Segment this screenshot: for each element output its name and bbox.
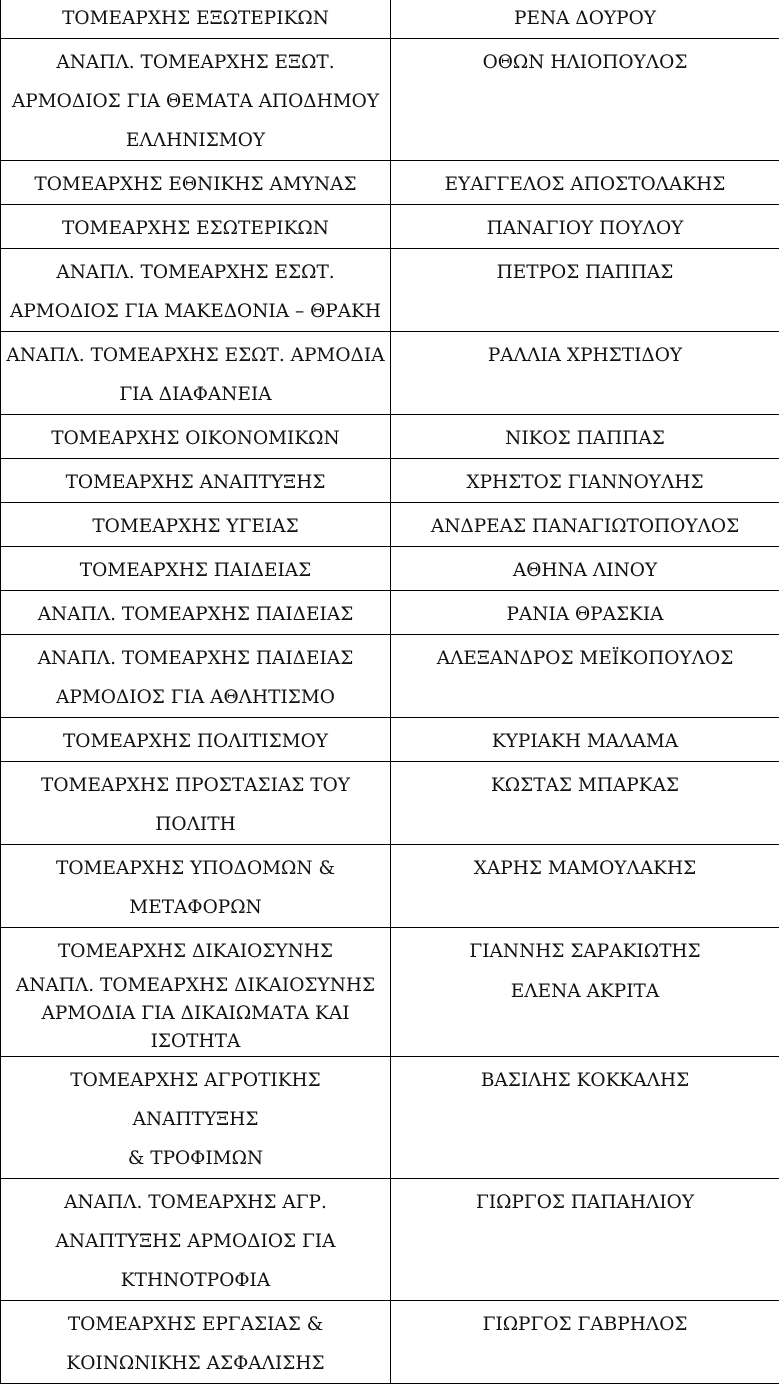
role-primary: ΤΟΜΕΑΡΧΗΣ ΔΙΚΑΙΟΣΥΝΗΣ <box>5 932 386 972</box>
table-row <box>1 762 779 845</box>
table-row <box>1 928 779 1057</box>
role-cell: ΤΟΜΕΑΡΧΗΣ ΠΟΛΙΤΙΣΜΟΥ <box>1 718 391 762</box>
table-row <box>1 718 779 762</box>
role-cell: ΤΟΜΕΑΡΧΗΣ ΟΙΚΟΝΟΜΙΚΩΝ <box>1 415 391 459</box>
role-cell: ΤΟΜΕΑΡΧΗΣ ΑΝΑΠΤΥΞΗΣ <box>1 459 391 503</box>
name-cell: ΡΑΛΛΙΑ ΧΡΗΣΤΙΔΟΥ <box>391 332 779 415</box>
name-cell: ΑΘΗΝΑ ΛΙΝΟΥ <box>391 547 779 591</box>
table-row <box>1 332 779 415</box>
name-cell: ΕΥΑΓΓΕΛΟΣ ΑΠΟΣΤΟΛΑΚΗΣ <box>391 161 779 205</box>
name-cell: ΑΝΔΡΕΑΣ ΠΑΝΑΓΙΩΤΟΠΟΥΛΟΣ <box>391 503 779 547</box>
name-cell: ΑΛΕΞΑΝΔΡΟΣ ΜΕΪΚΟΠΟΥΛΟΣ <box>391 635 779 718</box>
role-cell: ΤΟΜΕΑΡΧΗΣ ΥΓΕΙΑΣ <box>1 503 391 547</box>
role-cell: ΤΟΜΕΑΡΧΗΣ ΕΞΩΤΕΡΙΚΩΝ <box>1 0 391 39</box>
name-cell: ΒΑΣΙΛΗΣ ΚΟΚΚΑΛΗΣ <box>391 1057 779 1179</box>
table-row <box>1 1179 779 1301</box>
table-row <box>1 415 779 459</box>
name-cell: ΧΑΡΗΣ ΜΑΜΟΥΛΑΚΗΣ <box>391 845 779 928</box>
role-cell <box>1 928 391 1057</box>
role-cell: ΑΝΑΠΛ. ΤΟΜΕΑΡΧΗΣ ΕΞΩΤ. ΑΡΜΟΔΙΟΣ ΓΙΑ ΘΕΜΑΤΑ ΑΠΟΔΗΜΟΥ ΕΛΛΗΝΙΣΜΟΥ <box>1 39 391 161</box>
table-row <box>1 39 779 161</box>
table-row <box>1 845 779 928</box>
name-cell: ΓΙΩΡΓΟΣ ΠΑΠΑΗΛΙΟΥ <box>391 1179 779 1301</box>
role-cell: ΑΝΑΠΛ. ΤΟΜΕΑΡΧΗΣ ΕΣΩΤ. ΑΡΜΟΔΙΟΣ ΓΙΑ ΜΑΚΕΔΟΝΙΑ – ΘΡΑΚΗ <box>1 249 391 332</box>
table-row <box>1 1301 779 1384</box>
role-cell: ΤΟΜΕΑΡΧΗΣ ΕΣΩΤΕΡΙΚΩΝ <box>1 205 391 249</box>
table-row <box>1 161 779 205</box>
role-cell: ΤΟΜΕΑΡΧΗΣ ΥΠΟΔΟΜΩΝ & ΜΕΤΑΦΟΡΩΝ <box>1 845 391 928</box>
table-row <box>1 205 779 249</box>
role-cell: ΤΟΜΕΑΡΧΗΣ ΠΡΟΣΤΑΣΙΑΣ ΤΟΥ ΠΟΛΙΤΗ <box>1 762 391 845</box>
role-cell: ΑΝΑΠΛ. ΤΟΜΕΑΡΧΗΣ ΠΑΙΔΕΙΑΣ ΑΡΜΟΔΙΟΣ ΓΙΑ ΑΘΛΗΤΙΣΜΟ <box>1 635 391 718</box>
role-cell: ΑΝΑΠΛ. ΤΟΜΕΑΡΧΗΣ ΕΣΩΤ. ΑΡΜΟΔΙΑ ΓΙΑ ΔΙΑΦΑΝΕΙΑ <box>1 332 391 415</box>
role-cell: ΤΟΜΕΑΡΧΗΣ ΠΑΙΔΕΙΑΣ <box>1 547 391 591</box>
table-row <box>1 459 779 503</box>
table-row <box>1 1057 779 1179</box>
name-cell: ΡΕΝΑ ΔΟΥΡΟΥ <box>391 0 779 39</box>
role-cell: ΤΟΜΕΑΡΧΗΣ ΕΘΝΙΚΗΣ ΑΜΥΝΑΣ <box>1 161 391 205</box>
name-cell: ΠΕΤΡΟΣ ΠΑΠΠΑΣ <box>391 249 779 332</box>
table-row <box>1 591 779 635</box>
name-cell: ΠΑΝΑΓΙΟΥ ΠΟΥΛΟΥ <box>391 205 779 249</box>
name-cell: ΓΙΩΡΓΟΣ ΓΑΒΡΗΛΟΣ <box>391 1301 779 1384</box>
name-cell <box>391 928 779 1057</box>
role-cell: ΤΟΜΕΑΡΧΗΣ ΕΡΓΑΣΙΑΣ & ΚΟΙΝΩΝΙΚΗΣ ΑΣΦΑΛΙΣΗΣ <box>1 1301 391 1384</box>
table-body <box>1 0 779 1384</box>
name-cell: ΧΡΗΣΤΟΣ ΓΙΑΝΝΟΥΛΗΣ <box>391 459 779 503</box>
table-row <box>1 0 779 39</box>
table-row <box>1 635 779 718</box>
name-cell: ΟΘΩΝ ΗΛΙΟΠΟΥΛΟΣ <box>391 39 779 161</box>
name-cell: ΡΑΝΙΑ ΘΡΑΣΚΙΑ <box>391 591 779 635</box>
name-primary: ΓΙΑΝΝΗΣ ΣΑΡΑΚΙΩΤΗΣ <box>395 932 775 972</box>
table-row <box>1 547 779 591</box>
role-secondary: ΑΝΑΠΛ. ΤΟΜΕΑΡΧΗΣ ΔΙΚΑΙΟΣΥΝΗΣ ΑΡΜΟΔΙΑ ΓΙΑ ΔΙΚΑΙΩΜΑΤΑ ΚΑΙ ΙΣΟΤΗΤΑ <box>16 975 375 1052</box>
table-row <box>1 503 779 547</box>
role-cell: ΑΝΑΠΛ. ΤΟΜΕΑΡΧΗΣ ΑΓΡ. ΑΝΑΠΤΥΞΗΣ ΑΡΜΟΔΙΟΣ ΓΙΑ ΚΤΗΝΟΤΡΟΦΙΑ <box>1 1179 391 1301</box>
name-secondary: ΕΛΕΝΑ ΑΚΡΙΤΑ <box>511 981 659 1002</box>
name-cell: ΚΩΣΤΑΣ ΜΠΑΡΚΑΣ <box>391 762 779 845</box>
name-cell: ΚΥΡΙΑΚΗ ΜΑΛΑΜΑ <box>391 718 779 762</box>
role-cell: ΤΟΜΕΑΡΧΗΣ ΑΓΡΟΤΙΚΗΣ ΑΝΑΠΤΥΞΗΣ & ΤΡΟΦΙΜΩΝ <box>1 1057 391 1179</box>
role-cell: ΑΝΑΠΛ. ΤΟΜΕΑΡΧΗΣ ΠΑΙΔΕΙΑΣ <box>1 591 391 635</box>
table-row <box>1 249 779 332</box>
name-cell: ΝΙΚΟΣ ΠΑΠΠΑΣ <box>391 415 779 459</box>
